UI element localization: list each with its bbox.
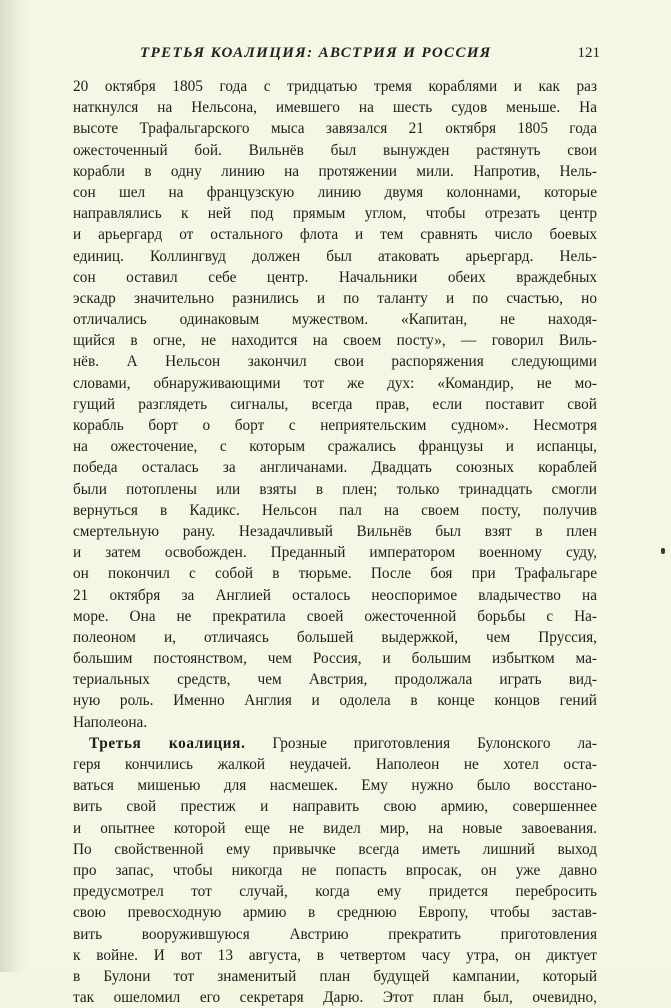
text-line: и опытнее которой еще не видел мир, на новые завоевания. xyxy=(73,819,597,837)
text-line: териальных средств, чем Австрия, продолжала играть вид- xyxy=(73,671,597,689)
text-line: единиц. Коллингвуд должен был атаковать арьергард. Нель- xyxy=(73,247,597,265)
text-line: эскадр значительно разнились и по таланту и по счастью, но xyxy=(73,289,597,307)
text-line: вить свой престиж и направить свою армию, совершеннее xyxy=(73,798,597,816)
text-line: отличались одинаковым мужеством. «Капитан, не находя- xyxy=(73,311,597,329)
text-line: корабль борт о борт с неприятельским судном». Несмотря xyxy=(73,417,597,434)
text-line: геря кончились жалкой неудачей. Наполеон не хотел оста- xyxy=(73,756,597,773)
text-line: ваться мишенью для насмешек. Ему нужно было восстано- xyxy=(73,777,597,795)
text-line: так ошеломил его секретаря Дарю. Этот план был, очевидно, xyxy=(73,989,597,1007)
text-line: Наполеона. xyxy=(73,713,148,731)
text-line: вернуться в Кадикс. Нельсон пал на своем посту, получив xyxy=(73,501,597,519)
text-line: щийся в огне, не находится на своем посту», — говорил Виль- xyxy=(73,332,597,350)
body-text xyxy=(73,76,597,1008)
text-line: большим постоянством, чем Россия, и большим избытком ма- xyxy=(73,650,597,668)
paragraph-trafalgar xyxy=(73,76,597,733)
text-line: он покончил с собой в тюрьме. После боя при Трафальгаре xyxy=(73,565,597,583)
text-line xyxy=(73,733,597,754)
text-line: и арьергард от остального флота и тем сравнять число боевых xyxy=(73,226,597,244)
text-line: были потоплены или взяты в плен; только тринадцать смогли xyxy=(73,480,597,498)
text-line: в Булони тот знаменитый план будущей кампании, который xyxy=(73,967,597,985)
text-line: гущий разглядеть сигналы, всегда прав, если поставит свой xyxy=(73,395,597,413)
text-line: ную роль. Именно Англия и одолела в конце концов гений xyxy=(73,692,597,710)
page-header xyxy=(140,45,600,67)
page-number: 121 xyxy=(577,45,600,61)
text-line: 20 октября 1805 года с тридцатью тремя кораблями и как раз xyxy=(73,78,597,95)
text-line: победа осталась за англичанами. Двадцать союзных кораблей xyxy=(73,459,597,477)
text-line: на ожесточение, с которым сражались французы и испанцы, xyxy=(73,438,597,456)
text-line: смертельную рану. Незадачливый Вильнёв был взят в плен xyxy=(73,522,597,540)
running-head: ТРЕТЬЯ КОАЛИЦИЯ: АВСТРИЯ И РОССИЯ xyxy=(140,45,492,61)
text-line: По свойственной ему привычке всегда иметь лишний выход xyxy=(73,840,597,858)
page-gutter-shadow xyxy=(0,0,28,972)
text-line: 21 октября за Англией осталось неоспоримое владычество на xyxy=(73,586,597,604)
text-line: ожесточенный бой. Вильнёв был вынужден растянуть свои xyxy=(73,141,597,159)
text-line: направлялись к ней под прямым углом, чтобы отрезать центр xyxy=(73,205,597,223)
section-lead-heading: Третья коалиция. xyxy=(89,734,246,752)
text-line: про запас, чтобы никогда не попасть впросак, он уже давно xyxy=(73,861,597,879)
text-line: и затем освобожден. Преданный императором военному суду, xyxy=(73,544,597,562)
text-line: вить вооружившуюся Австрию прекратить приготовления xyxy=(73,925,597,943)
text-line: сон шел на французскую линию двумя колоннами, которые xyxy=(73,183,597,201)
text-line: свою превосходную армию в среднюю Европу, чтобы застав- xyxy=(73,904,597,922)
text-line: к войне. И вот 13 августа, в четвертом часу утра, он диктует xyxy=(73,946,597,964)
text-line: море. Она не прекратила своей ожесточенной борьбы с На- xyxy=(73,607,597,625)
text-fragment: Грозные приготовления Булонского ла- xyxy=(245,734,597,752)
text-line: словами, обнаруживающими тот же дух: «Командир, не мо- xyxy=(73,374,597,392)
text-line: предусмотрел тот случай, когда ему придется перебросить xyxy=(73,883,597,901)
text-line: высоте Трафальгарского мыса завязался 21 октября 1805 года xyxy=(73,120,597,138)
text-line: нёв. А Нельсон закончил свои распоряжения следующими xyxy=(73,353,597,371)
text-line: наткнулся на Нельсона, имевшего на шесть судов меньше. На xyxy=(73,99,597,117)
text-line: полеоном и, отличаясь большей выдержкой, чем Пруссия, xyxy=(73,628,597,646)
text-line: сон оставил себе центр. Начальники обеих враждебных xyxy=(73,268,597,286)
text-line: корабли в одну линию на протяжении мили. Напротив, Нель- xyxy=(73,162,597,180)
paragraph-third-coalition xyxy=(73,733,597,1008)
margin-ink-mark xyxy=(661,548,665,554)
